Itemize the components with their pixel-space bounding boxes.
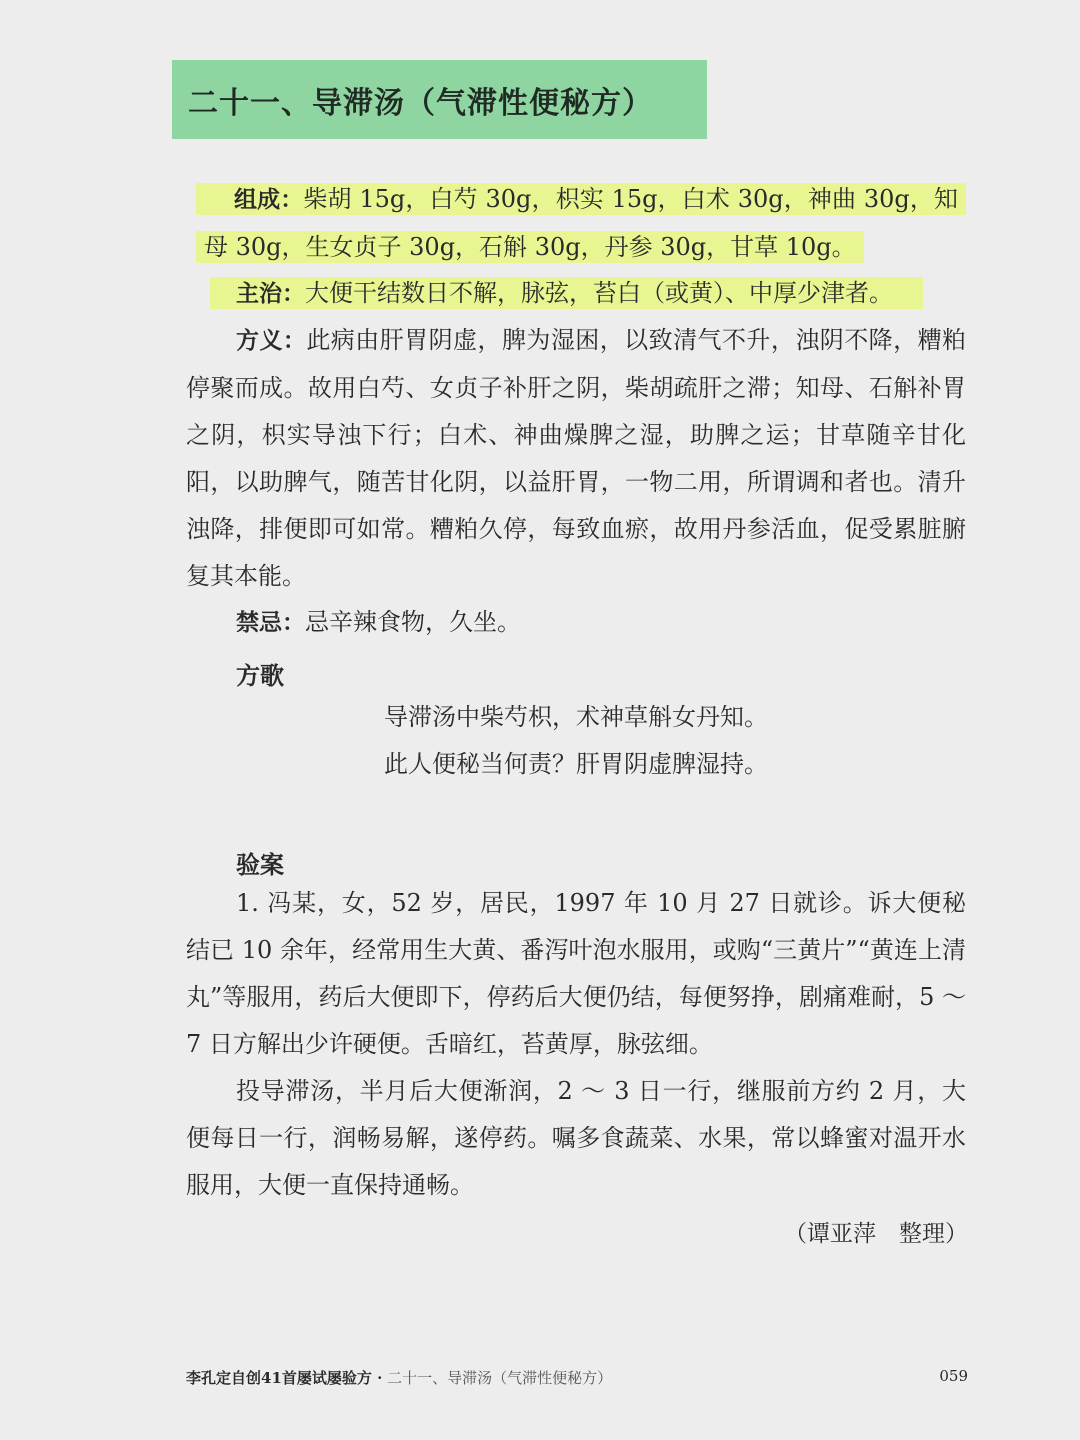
case-paragraph-1: 1. 冯某，女，52 岁，居民，1997 年 10 月 27 日就诊。诉大便秘结已 10 余年，经常用生大黄、番泻叶泡水服用，或购“三黄片”“黄连上清丸”等服用，药后大便即下，停药后大便仍结，每便努挣，剧痛难耐，5 ～ 7 日方解出少许硬便。舌暗红，苔黄厚，脉弦细。 [186,889,966,1058]
cases-heading: 验案 [236,851,284,879]
rationale-text: 此病由肝胃阴虚，脾为湿困，以致清气不升，浊阴不降，糟粕停聚而成。故用白芍、女贞子补肝之阴，柴胡疏肝之滞；知母、石斛补胃之阴，枳实导浊下行；白术、神曲燥脾之湿，助脾之运；甘草随辛甘化阳，以助脾气，随苦甘化阴，以益肝胃，一物二用，所谓调和者也。清升浊降，排便即可如常。糟粕久停，每致血瘀，故用丹参活血，促受累脏腑复其本能。 [186,326,967,590]
title-banner [172,60,707,139]
footer-chapter: 二十一、导滞汤（气滞性便秘方） [382,1369,613,1387]
rationale-label: 方义： [236,328,307,354]
running-footer [186,1367,612,1388]
case-paragraph-2: 投导滞汤，半月后大便渐润，2 ～ 3 日一行，继服前方约 2 月，大便每日一行，润畅易解，遂停药。嘱多食蔬菜、水果，常以蜂蜜对温开水服用，大便一直保持通畅。 [186,1077,966,1199]
rationale-paragraph [186,317,966,600]
song-line-1: 导滞汤中柴芍枳，术神草斛女丹知。 [384,703,768,731]
composition-text: 柴胡 15g，白芍 30g，枳实 15g，白术 30g，神曲 30g，知母 30g，生女贞子 30g，石斛 30g，丹参 30g，甘草 10g。 [204,185,958,261]
editor-signature: （谭亚萍 整理） [784,1221,968,1247]
composition-label: 组成： [234,187,304,213]
indication-highlight [210,277,923,309]
indication-paragraph [186,270,966,318]
indication-label: 主治： [236,281,305,307]
indication-text: 大便干结数日不解，脉弦，苔白（或黄）、中厚少津者。 [305,279,893,307]
composition-highlight [196,183,966,263]
page-number: 059 [939,1367,968,1385]
song-line-2: 此人便秘当何责？肝胃阴虚脾湿持。 [384,750,768,778]
contraindication-label: 禁忌： [236,610,305,636]
song-heading: 方歌 [236,662,284,690]
footer-book-title: 李孔定自创41首屡试屡验方 · [186,1369,383,1387]
contraindication-paragraph [186,599,966,647]
page-title: 二十一、导滞汤（气滞性便秘方） [188,85,653,121]
contraindication-text: 忌辛辣食物，久坐。 [305,608,521,636]
composition-paragraph [186,176,966,271]
